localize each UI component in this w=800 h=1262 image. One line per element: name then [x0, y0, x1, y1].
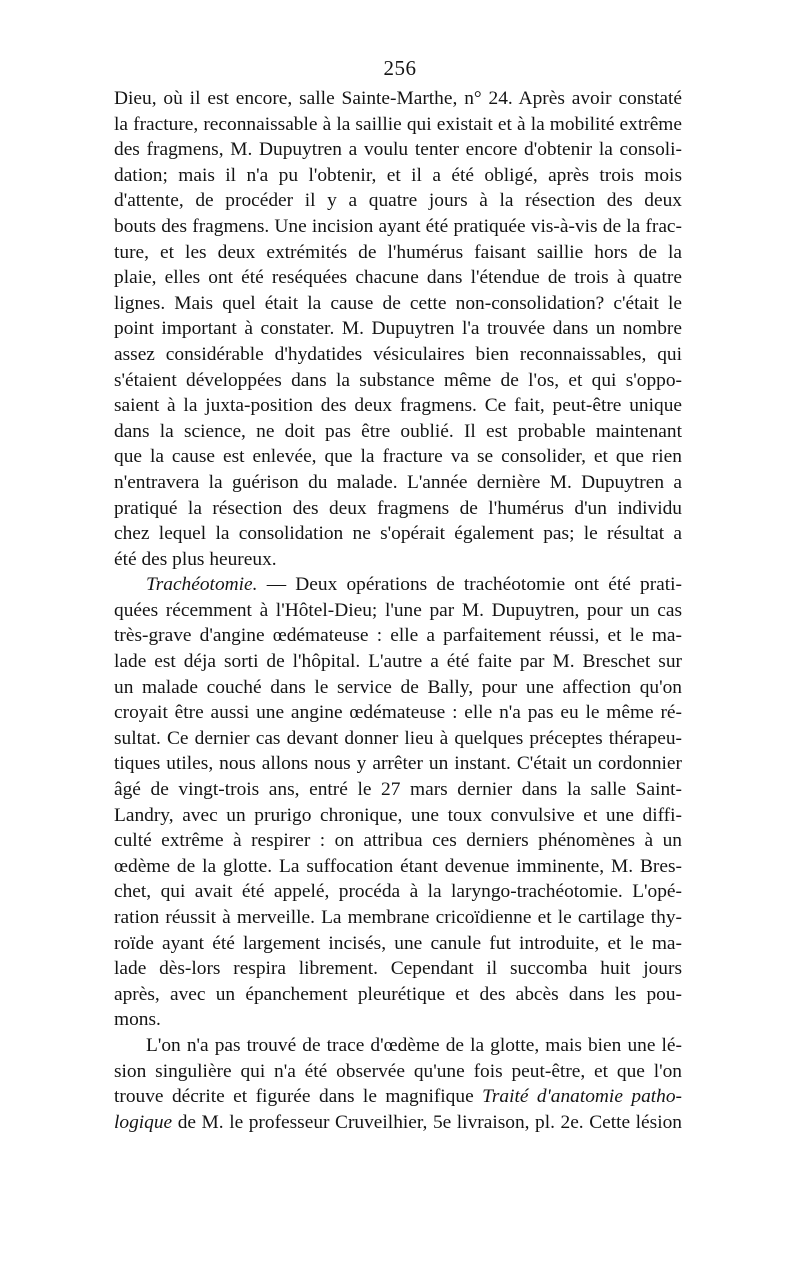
section-heading-tracheotomie: Trachéotomie.: [146, 574, 258, 596]
text-line: chet, qui avait été appelé, procéda à la laryngo-trachéotomie. L'opé-: [114, 881, 682, 903]
text-line: assez considérable d'hydatides vésiculaires bien reconnaissables, qui: [114, 343, 682, 365]
book-title-italic: logique: [114, 1111, 173, 1133]
text-line-fragment: de M. le professeur Cruveilhier, 5e livraison, pl. 2e. Cette lésion: [177, 1111, 682, 1133]
text-line: quées récemment à l'Hôtel-Dieu; l'une par M. Dupuytren, pour un cas: [114, 599, 682, 621]
text-line: âgé de vingt-trois ans, entré le 27 mars dernier dans la salle Saint-: [114, 779, 682, 801]
text-line: lignes. Mais quel était la cause de cette non-consolidation? c'était le: [114, 292, 682, 314]
text-line: culté extrême à respirer : on attribua ces derniers phénomènes à un: [114, 830, 682, 852]
book-title-italic: Traité d'anatomie patho-: [482, 1086, 682, 1108]
section-heading-line: [114, 572, 682, 598]
text-line: chez lequel la consolidation ne s'opérait également pas; le résultat a: [114, 523, 682, 545]
text-line-fragment: trouve décrite et figurée dans le magnifique: [114, 1086, 474, 1108]
text-line: Dieu, où il est encore, salle Sainte-Marthe, n° 24. Après avoir constaté: [114, 88, 682, 109]
text-line-fragment: — Deux opérations de trachéotomie ont été prati-: [266, 574, 682, 596]
text-line: mons.: [114, 1009, 161, 1031]
text-line: lade dès-lors respira librement. Cependant il succomba huit jours: [114, 958, 682, 980]
text-line: œdème de la glotte. La suffocation étant devenue imminente, M. Bres-: [114, 855, 682, 877]
text-line: roïde ayant été largement incisés, une canule fut introduite, et le ma-: [114, 932, 682, 954]
text-line: [114, 1110, 682, 1136]
text-line: sultat. Ce dernier cas devant donner lieu à quelques préceptes thérapeu-: [114, 727, 682, 749]
text-line: croyait être aussi une angine œdémateuse : elle n'a pas eu le même ré-: [114, 702, 682, 724]
text-line: Landry, avec un prurigo chronique, une toux convulsive et une diffi-: [114, 804, 682, 826]
text-line: bouts des fragmens. Une incision ayant été pratiquée vis-à-vis de la frac-: [114, 215, 682, 237]
text-line: ture, et les deux extrémités de l'humérus faisant saillie hors de la: [114, 241, 682, 263]
text-line: un malade couché dans le service de Bally, pour une affection qu'on: [114, 676, 682, 698]
text-line: [114, 1084, 682, 1110]
text-line: la fracture, reconnaissable à la saillie qui existait et à la mobilité extrême: [114, 113, 682, 135]
text-line: s'étaient développées dans la substance même de l'os, et qui s'oppo-: [114, 369, 682, 391]
text-line: dation; mais il n'a pu l'obtenir, et il a été obligé, après trois mois: [114, 164, 682, 186]
text-line: des fragmens, M. Dupuytren a voulu tenter encore d'obtenir la consoli-: [114, 139, 682, 161]
text-line: pratiqué la résection des deux fragmens de l'humérus d'un individu: [114, 497, 682, 519]
text-line: sion singulière qui n'a été observée qu'une fois peut-être, et que l'on: [114, 1060, 682, 1082]
text-line: dans la science, ne doit pas être oublié. Il est probable maintenant: [114, 420, 682, 442]
text-line: été des plus heureux.: [114, 548, 277, 570]
text-line: ration réussit à merveille. La membrane cricoïdienne et le cartilage thy-: [114, 907, 682, 928]
text-line: plaie, elles ont été reséquées chacune dans l'étendue de trois à quatre: [114, 267, 682, 289]
text-line: n'entravera la guérison du malade. L'année dernière M. Dupuytren a: [114, 471, 682, 493]
text-line: tiques utiles, nous allons nous y arrêter un instant. C'était un cordonnier: [114, 753, 682, 775]
text-line: après, avec un épanchement pleurétique et des abcès dans les pou-: [114, 983, 682, 1005]
text-line: d'attente, de procéder il y a quatre jours à la résection des deux: [114, 190, 682, 212]
text-line: lade est déja sorti de l'hôpital. L'autre a été faite par M. Breschet sur: [114, 651, 682, 673]
text-line: très-grave d'angine œdémateuse : elle a parfaitement réussi, et le ma-: [114, 625, 682, 647]
text-line: point important à constater. M. Dupuytren l'a trouvée dans un nombre: [114, 318, 682, 340]
text-line: L'on n'a pas trouvé de trace d'œdème de la glotte, mais bien une lé-: [146, 1034, 682, 1056]
page-number: 256: [383, 56, 417, 80]
text-line: saient à la juxta-position des deux fragmens. Ce fait, peut-être unique: [114, 395, 682, 417]
text-line: que la cause est enlevée, que la fracture va se consolider, et que rien: [114, 446, 682, 468]
body-text: [114, 86, 682, 1135]
